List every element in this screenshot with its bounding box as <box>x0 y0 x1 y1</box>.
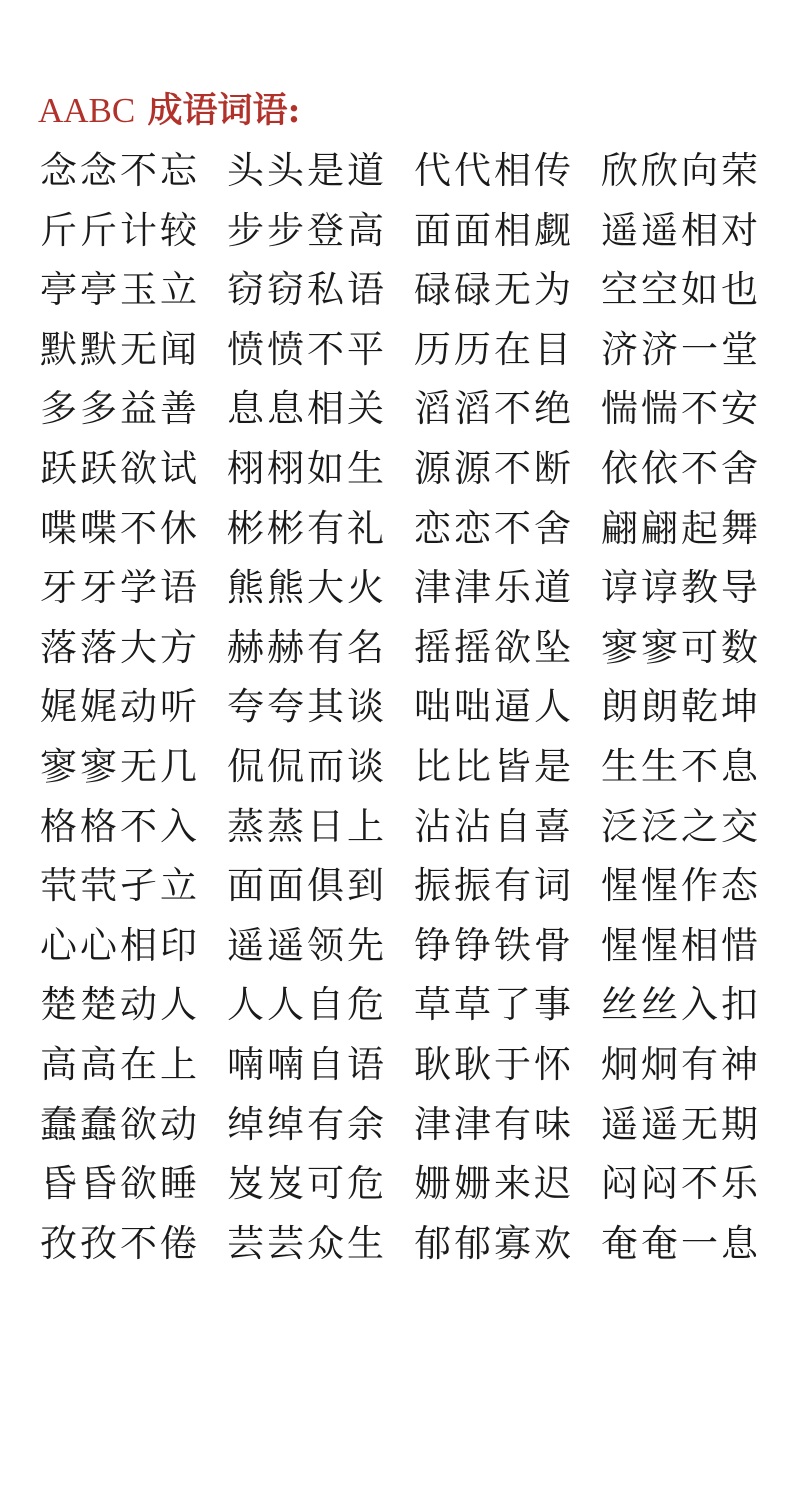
idiom-row <box>40 916 770 976</box>
idiom: 多多益善 <box>40 387 200 431</box>
idiom: 息息相关 <box>227 387 387 431</box>
idiom-grid <box>40 141 770 1273</box>
idiom: 人人自危 <box>227 983 387 1027</box>
idiom: 面面俱到 <box>227 864 387 908</box>
idiom: 彬彬有礼 <box>227 506 387 550</box>
idiom: 津津乐道 <box>414 566 574 610</box>
idiom: 恋恋不舍 <box>414 506 574 550</box>
idiom: 娓娓动听 <box>40 685 200 729</box>
idiom: 步步登高 <box>227 208 387 252</box>
idiom: 面面相觑 <box>414 208 574 252</box>
idiom: 孜孜不倦 <box>40 1221 200 1265</box>
idiom: 落落大方 <box>40 625 200 669</box>
idiom: 蒸蒸日上 <box>227 804 387 848</box>
idiom: 愤愤不平 <box>227 327 387 371</box>
idiom: 熊熊大火 <box>227 566 387 610</box>
idiom: 栩栩如生 <box>227 446 387 490</box>
idiom: 摇摇欲坠 <box>414 625 574 669</box>
idiom-row <box>40 320 770 380</box>
idiom: 比比皆是 <box>414 744 574 788</box>
idiom: 惺惺相惜 <box>601 923 761 967</box>
idiom: 蠢蠢欲动 <box>40 1102 200 1146</box>
idiom: 昏昏欲睡 <box>40 1162 200 1206</box>
idiom: 遥遥无期 <box>601 1102 761 1146</box>
idiom: 郁郁寡欢 <box>414 1221 574 1265</box>
idiom: 朗朗乾坤 <box>601 685 761 729</box>
idiom: 铮铮铁骨 <box>414 923 574 967</box>
idiom: 济济一堂 <box>601 327 761 371</box>
title-pattern: AABC <box>38 91 136 130</box>
idiom-row <box>40 201 770 261</box>
idiom: 耿耿于怀 <box>414 1042 574 1086</box>
idiom: 津津有味 <box>414 1102 574 1146</box>
idiom-row <box>40 260 770 320</box>
idiom: 遥遥相对 <box>601 208 761 252</box>
idiom: 惺惺作态 <box>601 864 761 908</box>
idiom: 寥寥无几 <box>40 744 200 788</box>
idiom: 高高在上 <box>40 1042 200 1086</box>
idiom: 遥遥领先 <box>227 923 387 967</box>
idiom: 奄奄一息 <box>601 1221 761 1265</box>
idiom: 丝丝入扣 <box>601 983 761 1027</box>
idiom: 芸芸众生 <box>227 1221 387 1265</box>
idiom: 楚楚动人 <box>40 983 200 1027</box>
idiom: 滔滔不绝 <box>414 387 574 431</box>
idiom: 草草了事 <box>414 983 574 1027</box>
idiom: 翩翩起舞 <box>601 506 761 550</box>
idiom: 碌碌无为 <box>414 268 574 312</box>
idiom-row <box>40 975 770 1035</box>
idiom-row <box>40 439 770 499</box>
idiom-row <box>40 856 770 916</box>
idiom: 咄咄逼人 <box>414 685 574 729</box>
idiom: 心心相印 <box>40 923 200 967</box>
idiom: 历历在目 <box>414 327 574 371</box>
idiom-row <box>40 797 770 857</box>
idiom: 头头是道 <box>227 149 387 192</box>
idiom: 默默无闻 <box>40 327 200 371</box>
idiom: 侃侃而谈 <box>227 744 387 788</box>
idiom: 惴惴不安 <box>601 387 761 431</box>
idiom-row <box>40 1095 770 1155</box>
idiom: 泛泛之交 <box>601 804 761 848</box>
idiom: 闷闷不乐 <box>601 1162 761 1206</box>
idiom-row <box>40 618 770 678</box>
idiom: 沾沾自喜 <box>414 804 574 848</box>
idiom-row <box>40 737 770 797</box>
idiom: 跃跃欲试 <box>40 446 200 490</box>
idiom-row <box>40 141 770 201</box>
idiom: 亭亭玉立 <box>40 268 200 312</box>
idiom-row <box>40 558 770 618</box>
title-text: 成语词语: <box>147 90 301 131</box>
idiom: 茕茕孑立 <box>40 864 200 908</box>
page-title <box>38 86 300 136</box>
idiom: 代代相传 <box>414 149 574 192</box>
idiom: 炯炯有神 <box>601 1042 761 1086</box>
idiom: 牙牙学语 <box>40 566 200 610</box>
idiom: 姗姗来迟 <box>414 1162 574 1206</box>
idiom: 欣欣向荣 <box>601 149 761 192</box>
idiom: 源源不断 <box>414 446 574 490</box>
idiom: 窃窃私语 <box>227 268 387 312</box>
idiom: 空空如也 <box>601 268 761 312</box>
idiom: 寥寥可数 <box>601 625 761 669</box>
idiom: 生生不息 <box>601 744 761 788</box>
idiom: 谆谆教导 <box>601 566 761 610</box>
idiom: 喋喋不休 <box>40 506 200 550</box>
idiom-row <box>40 379 770 439</box>
idiom: 念念不忘 <box>40 149 200 192</box>
idiom: 夸夸其谈 <box>227 685 387 729</box>
idiom-row <box>40 499 770 559</box>
idiom: 喃喃自语 <box>227 1042 387 1086</box>
idiom: 依依不舍 <box>601 446 761 490</box>
idiom-row <box>40 1035 770 1095</box>
idiom: 斤斤计较 <box>40 208 200 252</box>
idiom-row <box>40 1214 770 1274</box>
idiom-row <box>40 1154 770 1214</box>
idiom: 岌岌可危 <box>227 1162 387 1206</box>
idiom: 振振有词 <box>414 864 574 908</box>
idiom: 绰绰有余 <box>227 1102 387 1146</box>
idiom: 格格不入 <box>40 804 200 848</box>
idiom: 赫赫有名 <box>227 625 387 669</box>
idiom-row <box>40 677 770 737</box>
